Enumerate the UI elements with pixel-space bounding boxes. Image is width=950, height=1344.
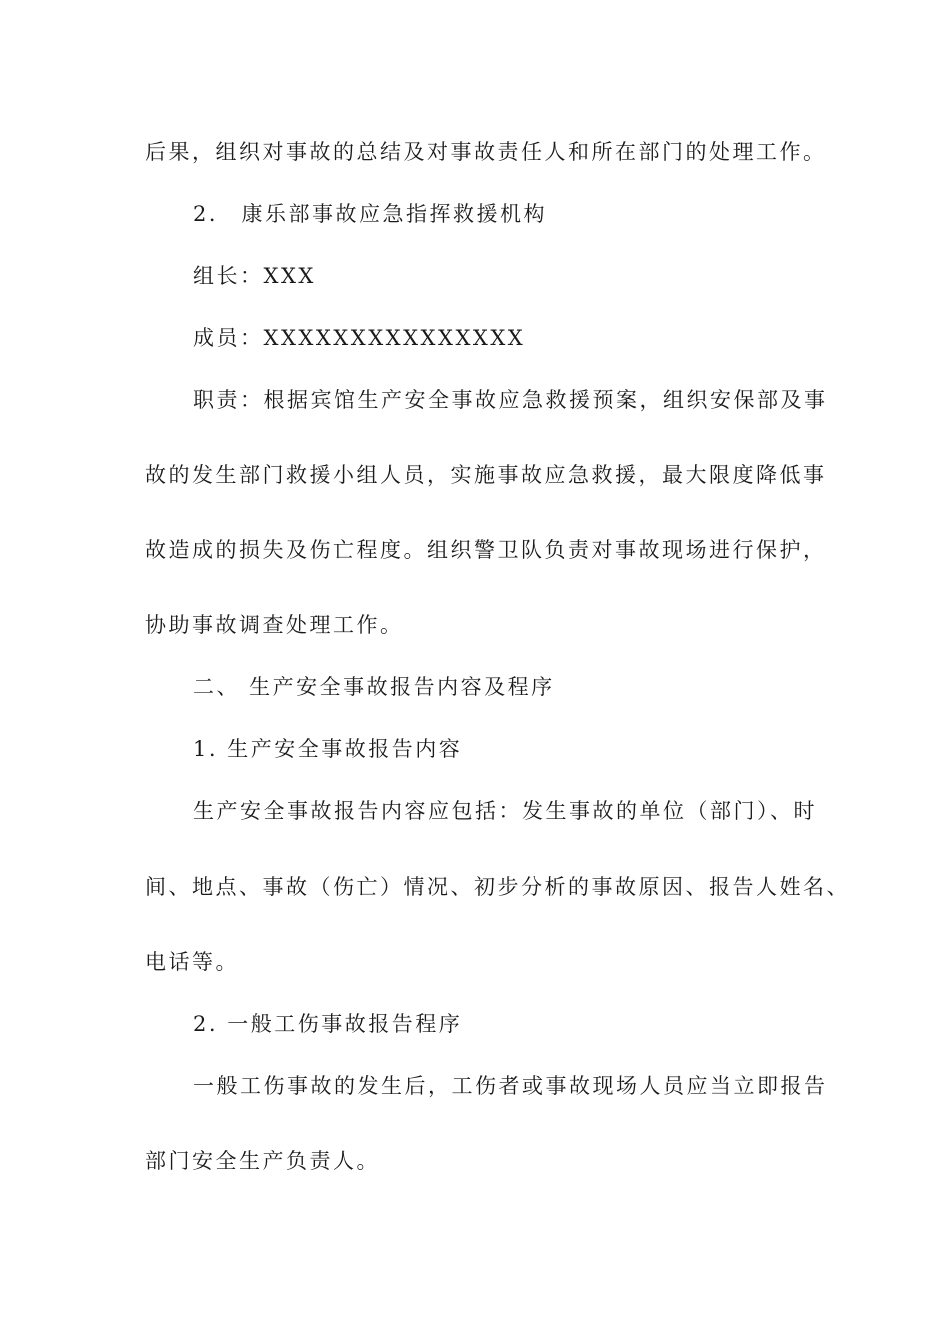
paragraph-line: 故的发生部门救援小组人员，实施事故应急救援，最大限度降低事 [145, 463, 827, 487]
paragraph-line: 部门安全生产负责人。 [145, 1149, 380, 1173]
paragraph-line: 生产安全事故报告内容应包括：发生事故的单位（部门）、时 [193, 799, 817, 823]
paragraph-line: 间、地点、事故（伤亡）情况、初步分析的事故原因、报告人姓名、 [145, 875, 850, 899]
paragraph-line: 电话等。 [145, 950, 239, 974]
subsection-heading: 2. 一般工伤事故报告程序 [193, 1012, 463, 1036]
section-heading: 二、 生产安全事故报告内容及程序 [193, 675, 555, 699]
subsection-heading: 1. 生产安全事故报告内容 [193, 737, 463, 761]
paragraph-line: 协助事故调查处理工作。 [145, 613, 404, 637]
paragraph-line: 职责：根据宾馆生产安全事故应急救援预案，组织安保部及事 [193, 388, 828, 412]
section-heading: 2． 康乐部事故应急指挥救援机构 [193, 202, 548, 226]
paragraph-line: 后果，组织对事故的总结及对事故责任人和所在部门的处理工作。 [145, 140, 827, 164]
paragraph-line: 故造成的损失及伤亡程度。组织警卫队负责对事故现场进行保护， [145, 538, 827, 562]
team-members-line: 成员：XXXXXXXXXXXXXXX [193, 326, 526, 350]
team-leader-line: 组长：XXX [193, 264, 316, 288]
paragraph-line: 一般工伤事故的发生后，工伤者或事故现场人员应当立即报告 [193, 1074, 828, 1098]
